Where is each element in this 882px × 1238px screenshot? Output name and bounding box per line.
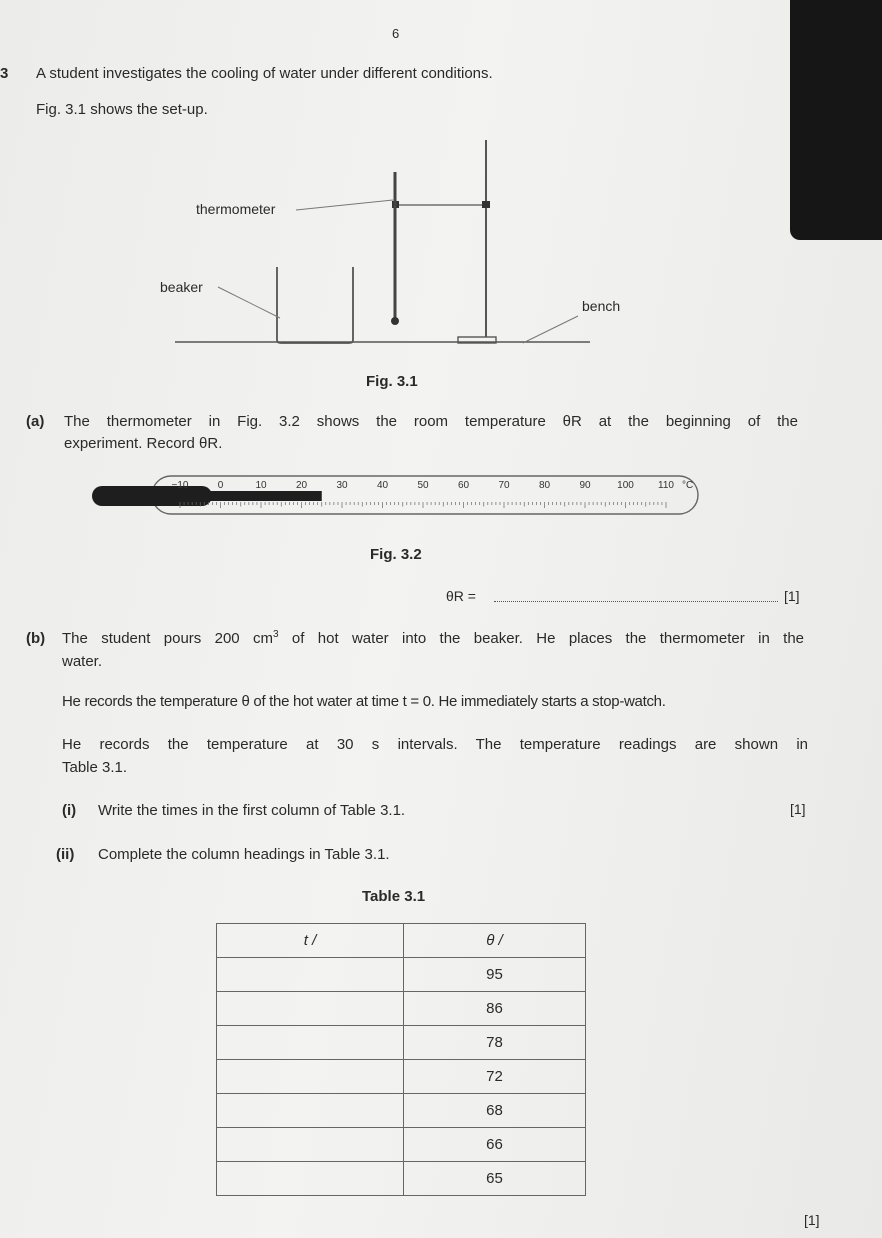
scale-label: 40 — [376, 480, 389, 491]
beaker-leader — [218, 287, 280, 318]
part-a-marks: [1] — [784, 588, 800, 604]
page-number: 6 — [392, 26, 400, 41]
fig31-caption: Fig. 3.1 — [366, 373, 418, 390]
question-number: 3 — [0, 65, 9, 82]
table-row — [217, 1026, 586, 1060]
scale-label: 50 — [417, 480, 429, 491]
question-intro: A student investigates the cooling of water under different conditions. — [36, 65, 493, 82]
thermometer-leader — [296, 200, 393, 210]
time-cell[interactable] — [217, 1026, 404, 1060]
table-row — [217, 1128, 586, 1162]
temperature-cell: 68 — [404, 1094, 586, 1128]
scale-label: 70 — [498, 480, 510, 491]
scale-label: 90 — [579, 480, 591, 491]
part-b-line1: The student pours 200 $cm^3$ of hot water into the beaker. He places the thermometer in the — [62, 629, 804, 647]
final-marks: [1] — [804, 1212, 820, 1228]
fig32-thermometer — [90, 474, 702, 518]
table-row — [217, 992, 586, 1026]
label-bench: bench — [582, 298, 621, 314]
setup-text: Fig. 3.1 shows the set-up. — [36, 101, 208, 118]
time-cell[interactable] — [217, 958, 404, 992]
temperature-cell: 95 — [404, 958, 586, 992]
temperature-cell: 66 — [404, 1128, 586, 1162]
thermometer-unit: °C — [682, 480, 694, 491]
time-cell[interactable] — [217, 1128, 404, 1162]
scale-label: 30 — [336, 480, 348, 491]
scale-label: 60 — [457, 480, 470, 491]
clamp-boss-right — [482, 201, 490, 208]
header-time[interactable]: t / — [217, 924, 404, 958]
part-b-para3-line1: He records the temperature at 30 s intervals. The temperature readings are shown in — [62, 736, 808, 753]
answer-line-theta-r[interactable] — [494, 589, 778, 602]
dark-corner-shadow — [790, 0, 882, 240]
part-a-line2: experiment. Record θR. — [64, 435, 223, 452]
time-cell[interactable] — [217, 1162, 404, 1196]
header-temperature[interactable]: θ / — [404, 924, 586, 958]
part-a-label: (a) — [26, 413, 45, 430]
scale-label: 100 — [617, 480, 634, 491]
time-cell[interactable] — [217, 992, 404, 1026]
table-header-row — [217, 924, 586, 958]
part-a-line1: The thermometer in Fig. 3.2 shows the room temperature θR at the beginning of the — [64, 413, 798, 430]
part-b-para2: He records the temperature θ of the hot water at time t = 0. He immediately starts a stop-watch. — [62, 693, 666, 710]
temperature-cell: 78 — [404, 1026, 586, 1060]
scale-label: 110 — [658, 480, 674, 491]
time-cell[interactable] — [217, 1094, 404, 1128]
fig32-caption: Fig. 3.2 — [370, 546, 422, 563]
beaker-outline — [277, 267, 353, 343]
thermometer-scale-labels — [172, 480, 675, 491]
table-row — [217, 1162, 586, 1196]
time-cell[interactable] — [217, 1060, 404, 1094]
scale-label: 80 — [538, 480, 551, 491]
table-3-1 — [216, 923, 586, 1196]
theta-r-label: θR = — [446, 588, 476, 604]
thermometer-bulb — [391, 317, 399, 325]
part-b-line2: water. — [62, 653, 103, 670]
scale-label: 20 — [295, 480, 308, 491]
sub-ii-label: (ii) — [56, 846, 75, 863]
sub-ii-text: Complete the column headings in Table 3.1. — [98, 846, 390, 863]
label-thermometer: thermometer — [196, 201, 276, 217]
table31-title: Table 3.1 — [362, 888, 426, 905]
scale-label: 0 — [217, 480, 224, 491]
sub-i-marks: [1] — [790, 801, 806, 817]
table-row — [217, 1060, 586, 1094]
fig31-diagram — [150, 130, 630, 355]
label-beaker: beaker — [160, 279, 203, 295]
temperature-cell: 65 — [404, 1162, 586, 1196]
bench-leader — [523, 316, 578, 343]
part-b-para3-line2: Table 3.1. — [62, 759, 128, 776]
part-b-label: (b) — [26, 630, 46, 647]
scale-label: 10 — [255, 480, 267, 491]
thermometer-liquid — [190, 491, 322, 501]
table-row — [217, 1094, 586, 1128]
sub-i-label: (i) — [62, 802, 77, 819]
table-row — [217, 958, 586, 992]
sub-i-text: Write the times in the first column of Table 3.1. — [98, 802, 406, 819]
temperature-cell: 72 — [404, 1060, 586, 1094]
temperature-cell: 86 — [404, 992, 586, 1026]
thermometer-ticks — [180, 502, 666, 508]
scale-label: −10 — [171, 480, 189, 491]
